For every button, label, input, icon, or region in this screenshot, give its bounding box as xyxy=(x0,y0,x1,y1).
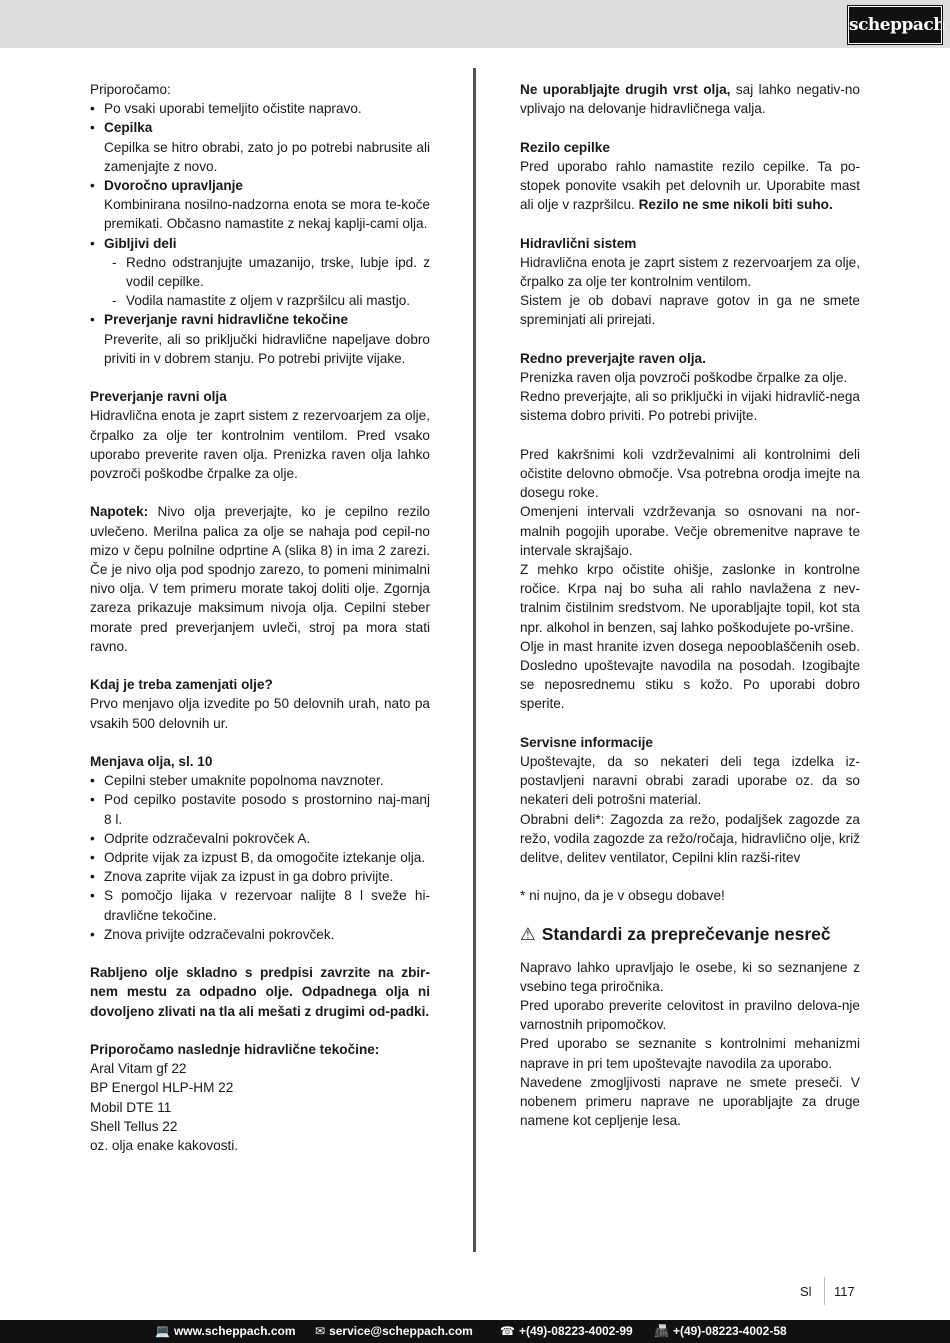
left-column xyxy=(90,80,430,1155)
sub-list-item: - Vodila namastite z oljem v razpršilcu ali mastjo. xyxy=(112,291,430,310)
paragraph: Obrabni deli*: Zagozda za režo, podaljšek zagozde za režo, vodila zagozde za režo/ročaja, hidravlično olje, križ delitve, delitev ventilator, Cepilni klin razši-ritev xyxy=(520,811,861,866)
section-heading: Servisne informacije xyxy=(520,734,653,750)
footer-phone: ☎ +(49)-08223-4002-99 xyxy=(500,1324,633,1338)
paragraph: Pred kakršnimi koli vzdrževalnimi ali kontrolnimi deli očistite delovno območje. Vsa potrebna orodja imejte na dosegu roke. xyxy=(520,446,860,501)
section-heading: Hidravlični sistem xyxy=(520,235,637,251)
paragraph: Z mehko krpo očistite ohišje, zaslonke in kontrolne ročice. Krpa naj bo suha ali rahlo navlažena z nev-tralnim čistilnim sredstvom. Ne uporabljajte topil, kot sta npr. alkohol in benzen, saj lahko poškodujete po-vršine. xyxy=(520,562,860,635)
right-column xyxy=(520,80,860,1130)
paragraph: Redno preverjajte, ali so priključki in vijaki hidravlič-nega sistema dobro priviti. Po potrebi privijte. xyxy=(520,389,860,424)
computer-icon: 💻 xyxy=(155,1324,170,1338)
list-item-title: • Dvoročno upravljanje xyxy=(104,178,243,194)
list-item: • Znova zaprite vijak za izpust in ga dobro privijte. xyxy=(90,867,430,886)
list-item-title: • Cepilka xyxy=(104,120,153,136)
language-code: Sl xyxy=(800,1284,812,1299)
fax-icon: 📠 xyxy=(654,1324,669,1338)
list-item xyxy=(90,176,430,234)
disposal-warning: Rabljeno olje skladno s predpisi zavrzite na zbir-nem mestu za odpadno olje. Odpadnega olja ni dovoljeno zlivati na tla ali mešati z drugimi od-padki. xyxy=(90,965,430,1019)
warning-triangle-icon: ⚠ xyxy=(520,923,536,944)
oil-change-steps xyxy=(90,771,430,944)
paragraph: Prvo menjavo olja izvedite po 50 delovnih urah, nato pa vsakih 500 delovnih ur. xyxy=(90,696,430,731)
paragraph: Sistem je ob dobavi naprave gotov in ga ne smete spreminjati ali prirejati. xyxy=(520,293,860,328)
sub-list xyxy=(104,253,430,311)
list-item-title: • Preverjanje ravni hidravlične tekočine xyxy=(104,312,349,328)
paragraph: Napravo lahko upravljajo le osebe, ki so seznanjene z vsebino tega priročnika. xyxy=(520,959,860,994)
fluid-item: Aral Vitam gf 22 xyxy=(90,1061,187,1077)
footnote: * ni nujno, da je v obsegu dobave! xyxy=(520,888,725,904)
paragraph: Olje in mast hranite izven dosega nepooblaščenih oseb. Dosledno upoštevajte navodila na posodah. Izogibajte se neposrednemu stiku s kožo. Po uporabi dobro sperite. xyxy=(520,638,860,712)
column-divider xyxy=(473,68,476,1252)
paragraph: Omenjeni intervali vzdrževanja so osnovani na nor-malnih pogojih uporabe. Večje obremenitve naprave te intervale skrajšajo. xyxy=(520,504,860,558)
recommendation-list xyxy=(90,99,430,368)
list-item xyxy=(90,310,430,368)
fluid-item: oz. olja enake kakovosti. xyxy=(90,1138,239,1154)
scheppach-logo: scheppach xyxy=(848,6,942,44)
list-item: • Pod cepilko postavite posodo s prostornino naj-manj 8 l. xyxy=(90,790,430,828)
paragraph: Hidravlična enota je zaprt sistem z rezervoarjem za olje, črpalko za olje ter kontrolnim ventilom. xyxy=(520,254,860,289)
paragraph: Pred uporabo rahlo namastite rezilo cepilke. Ta po-stopek ponovite vsakih pet delovnih ur. Uporabite mast ali olje v razpršilcu. Rezilo ne sme nikoli biti suho. xyxy=(520,158,860,213)
list-item: • Odprite vijak za izpust B, da omogočite iztekanje olja. xyxy=(90,848,430,867)
list-item-title: • Gibljivi deli xyxy=(104,235,177,251)
sub-list-item: - Redno odstranjujte umazanijo, trske, lubje ipd. z vodil cepilke. xyxy=(112,253,430,291)
note-text: Nivo olja preverjajte, ko je cepilno rezilo uvlečeno. Merilna palica za olje se nahaja pod cepil-no mizo v čepu polnilne odprtine A (slika 8) in ima 2 zarezi. Če je nivo olja pod spodnjo zarezo, to pomeni minimalni nivo olja. V tem primeru morate takoj doliti olje. Zgornja zareza prikazuje maksimum nivoja olja. Cepilni steber morate pred preverjanjem uvleči, stroj pa mora stati ravno. xyxy=(90,504,430,654)
footer-email[interactable]: ✉ service@scheppach.com xyxy=(315,1324,473,1338)
section-heading: Kdaj je treba zamenjati olje? xyxy=(90,677,273,693)
fluid-item: BP Energol HLP-HM 22 xyxy=(90,1080,234,1096)
fluid-item: Shell Tellus 22 xyxy=(90,1118,178,1134)
list-item-text: Preverite, ali so priključki hidravlične napeljave dobro priviti in v dobrem stanju. Po potrebi privijte vijake. xyxy=(104,331,430,366)
section-heading: Menjava olja, sl. 10 xyxy=(90,754,213,770)
paragraph: Navedene zmogljivosti naprave ne smete preseči. V nobenem primeru naprave ne uporabljajte za druge namene kot cepljenje lesa. xyxy=(520,1074,860,1129)
list-item: • Znova privijte odzračevalni pokrovček. xyxy=(90,925,430,944)
standards-heading: ⚠ Standardi za preprečevanje nesreč xyxy=(520,923,831,944)
list-item-text: Kombinirana nosilno-nadzorna enota se mora te-koče premikati. Občasno namastite z nekaj kaplji-cami olja. xyxy=(104,197,430,232)
header-bar xyxy=(0,0,950,48)
list-item: • Cepilni steber umaknite popolnoma navznoter. xyxy=(90,771,430,790)
footer-bar xyxy=(0,1320,950,1343)
list-item xyxy=(90,234,430,311)
mail-icon: ✉ xyxy=(315,1324,326,1338)
section-heading: Preverjanje ravni olja xyxy=(90,389,227,405)
footer-website[interactable]: 💻 www.scheppach.com xyxy=(155,1324,296,1338)
list-item: • Odprite odzračevalni pokrovček A. xyxy=(90,829,430,848)
list-item xyxy=(90,118,430,176)
note-paragraph xyxy=(90,502,430,656)
list-item: • Po vsaki uporabi temeljito očistite napravo. xyxy=(90,99,430,118)
list-item-text: Cepilka se hitro obrabi, zato jo po potrebi nabrusite ali zamenjajte z novo. xyxy=(104,139,430,174)
paragraph: Pred uporabo se seznanite s kontrolnimi mehanizmi naprave in pri tem upoštevajte navodila za uporabo. xyxy=(520,1036,860,1071)
phone-icon: ☎ xyxy=(500,1324,515,1338)
section-heading: Priporočamo naslednje hidravlične tekočine: xyxy=(90,1042,380,1058)
page-number-separator xyxy=(824,1277,825,1305)
note-label: Napotek: xyxy=(90,504,149,520)
paragraph: Prenizka raven olja povzroči poškodbe črpalke za olje. xyxy=(520,370,848,385)
paragraph: Ne uporabljajte drugih vrst olja, saj lahko negativ-no vplivajo na delovanje hidravličnega valja. xyxy=(520,82,860,117)
paragraph: Hidravlična enota je zaprt sistem z rezervoarjem za olje, črpalko za olje ter kontrolnim ventilom. Pred vsako uporabo preverite raven olja. Prenizka raven olja lahko povzroči poškodbe črpalke za olje. xyxy=(90,408,430,482)
fluid-item: Mobil DTE 11 xyxy=(90,1099,172,1115)
paragraph: Pred uporabo preverite celovitost in pravilno delova-nje varnostnih pripomočkov. xyxy=(520,998,860,1033)
page-number-value: 117 xyxy=(834,1284,855,1299)
footer-fax: 📠 +(49)-08223-4002-58 xyxy=(654,1324,787,1338)
paragraph: Upoštevajte, da so nekateri deli tega izdelka iz-postavljeni naravni obrabi zaradi uporabe oz. da so nekateri deli potrošni material. xyxy=(520,754,860,808)
intro-text: Priporočamo: xyxy=(90,82,171,97)
list-item: • S pomočjo lijaka v rezervoar nalijte 8 l sveže hi-dravlične tekočine. xyxy=(90,886,430,924)
section-heading: Redno preverjajte raven olja. xyxy=(520,350,706,366)
section-heading: Rezilo cepilke xyxy=(520,139,610,155)
